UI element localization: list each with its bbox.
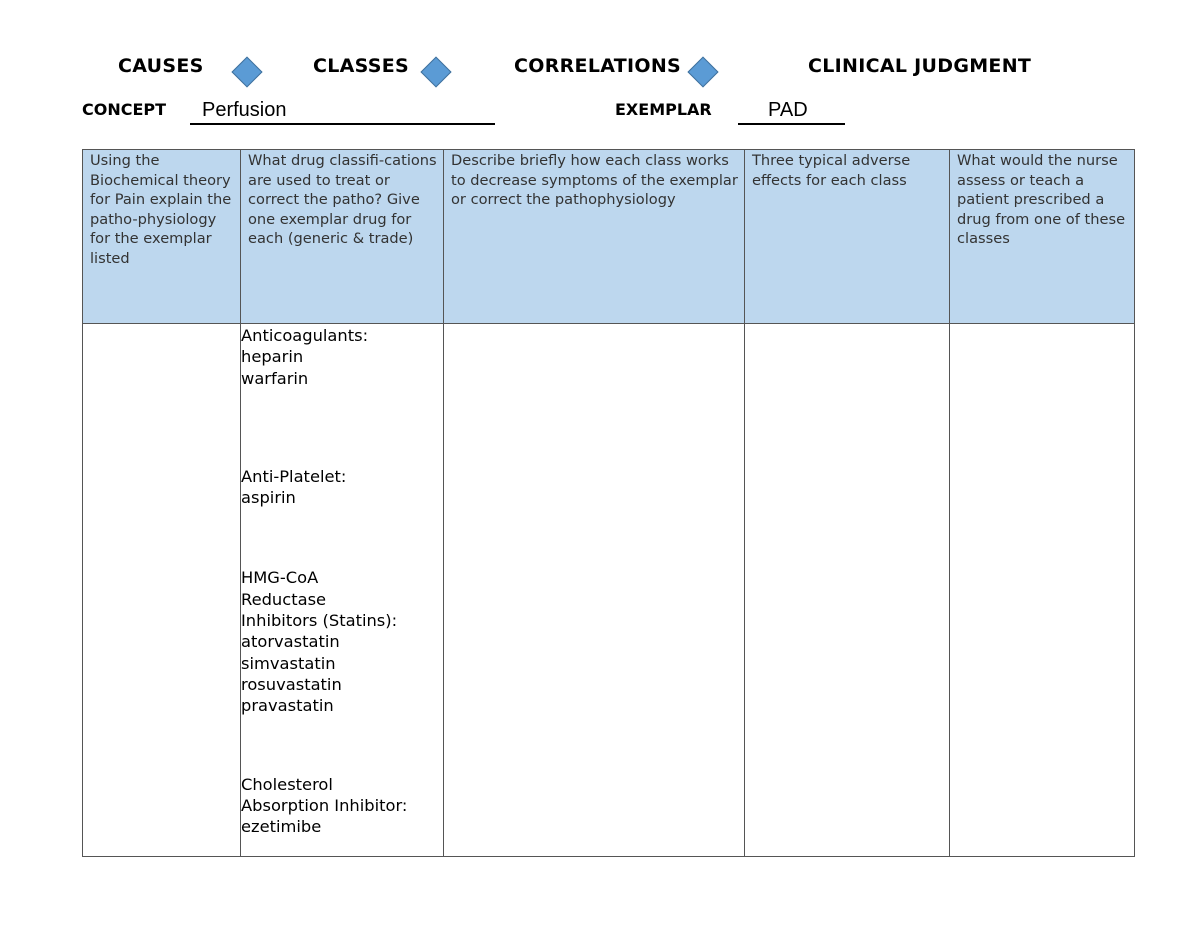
adverse-effects-cell[interactable]	[745, 324, 950, 857]
drug-line: Anti-Platelet:	[241, 466, 347, 486]
step-clinical-judgment: CLINICAL JUDGMENT	[808, 55, 1032, 77]
drug-line: HMG-CoA	[241, 568, 319, 588]
table-row	[83, 324, 1135, 857]
concept-value[interactable]: Perfusion	[202, 99, 287, 121]
drug-group-anticoagulants	[241, 325, 443, 389]
exemplar-value[interactable]: PAD	[768, 99, 808, 121]
drug-line: Absorption Inhibitor:	[241, 795, 408, 815]
drug-classes-cell[interactable]	[241, 324, 444, 857]
concept-row	[82, 100, 166, 126]
step-correlations: CORRELATIONS	[514, 55, 682, 77]
nursing-cell[interactable]	[950, 324, 1135, 857]
drug-line: Cholesterol	[241, 774, 333, 794]
table-header-row	[83, 150, 1135, 324]
column-header-nursing: What would the nurse assess or teach a patient prescribed a drug from one of these classes	[950, 150, 1135, 324]
step-causes: CAUSES	[118, 55, 204, 77]
mechanism-cell[interactable]	[444, 324, 745, 857]
exemplar-row	[615, 100, 712, 126]
diamond-icon	[687, 56, 718, 87]
drug-line: aspirin	[241, 488, 296, 508]
drug-group-antiplatelet	[241, 466, 443, 509]
diamond-icon	[420, 56, 451, 87]
column-header-drug-classifications: What drug classifi-cations are used to treat or correct the patho? Give one exemplar drug for each (generic & trade)	[241, 150, 444, 324]
drug-line: warfarin	[241, 368, 309, 388]
exemplar-label: EXEMPLAR	[615, 100, 712, 119]
drug-line: Inhibitors (Statins):	[241, 611, 398, 631]
column-header-adverse-effects: Three typical adverse effects for each class	[745, 150, 950, 324]
concept-label: CONCEPT	[82, 100, 167, 119]
step-classes: CLASSES	[313, 55, 410, 77]
pathophysiology-cell[interactable]	[83, 324, 241, 857]
column-header-pathophysiology: Using the Biochemical theory for Pain explain the patho-physiology for the exemplar listed	[83, 150, 241, 324]
drug-line: Reductase	[241, 589, 327, 609]
drug-line: heparin	[241, 347, 304, 367]
drug-group-statins	[241, 567, 443, 716]
drug-line: atorvastatin	[241, 632, 340, 652]
diamond-icon	[231, 56, 262, 87]
drug-line: simvastatin	[241, 653, 336, 673]
drug-group-cholesterol-absorption	[241, 774, 443, 838]
drug-line: ezetimibe	[241, 817, 322, 837]
drug-line: Anticoagulants:	[241, 326, 369, 345]
drug-line: pravastatin	[241, 696, 334, 716]
drug-line: rosuvastatin	[241, 674, 342, 694]
column-header-mechanism: Describe briefly how each class works to decrease symptoms of the exemplar or correct the pathophysiology	[444, 150, 745, 324]
drug-table	[82, 149, 1135, 857]
